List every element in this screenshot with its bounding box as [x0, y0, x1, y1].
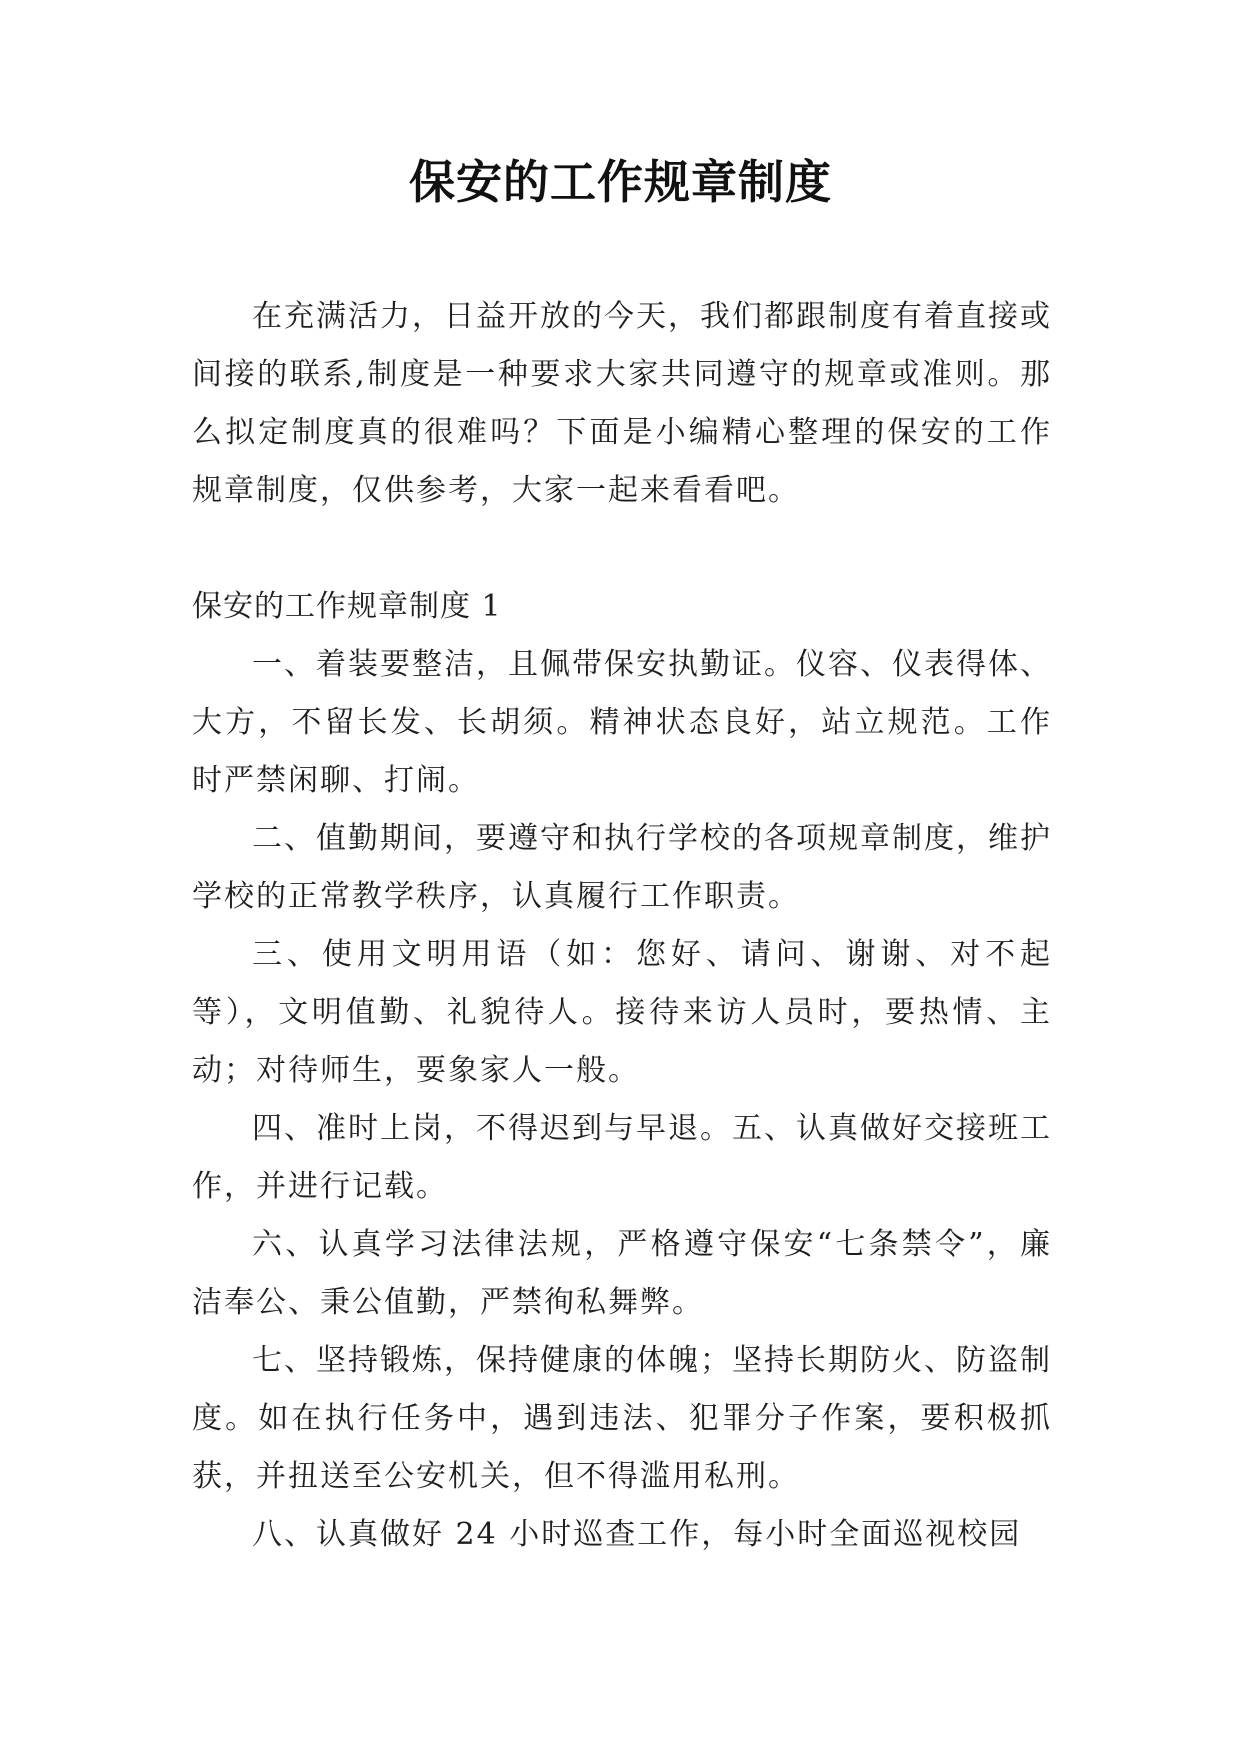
rules-list — [192, 636, 1052, 1564]
rule-paragraph-1: 一、着装要整洁，且佩带保安执勤证。仪容、仪表得体、大方，不留长发、长胡须。精神状态良好，站立规范。工作时严禁闲聊、打闹。 — [192, 647, 1052, 798]
rule-paragraph-2: 二、值勤期间，要遵守和执行学校的各项规章制度，维护学校的正常教学秩序，认真履行工作职责。 — [192, 821, 1052, 914]
rule-paragraph-3: 三、使用文明用语（如：您好、请问、谢谢、对不起等），文明值勤、礼貌待人。接待来访人员时，要热情、主动；对待师生，要象家人一般。 — [192, 937, 1052, 1088]
rule-paragraph-6: 七、坚持锻炼，保持健康的体魄；坚持长期防火、防盗制度。如在执行任务中，遇到违法、犯罪分子作案，要积极抓获，并扭送至公安机关，但不得滥用私刑。 — [192, 1343, 1052, 1494]
document-title: 保安的工作规章制度 — [409, 155, 832, 209]
intro-paragraph-block — [192, 288, 1052, 520]
section-heading: 保安的工作规章制度 1 — [192, 589, 502, 624]
rule-paragraph-7: 八、认真做好 24 小时巡查工作，每小时全面巡视校园 — [252, 1517, 1022, 1552]
rule-paragraph-5: 六、认真学习法律法规，严格遵守保安“七条禁令”，廉洁奉公、秉公值勤，严禁徇私舞弊。 — [192, 1227, 1052, 1320]
rule-paragraph-4: 四、准时上岗，不得迟到与早退。五、认真做好交接班工作，并进行记载。 — [192, 1111, 1052, 1204]
intro-paragraph: 在充满活力，日益开放的今天，我们都跟制度有着直接或间接的联系,制度是一种要求大家共同遵守的规章或准则。那么拟定制度真的很难吗？下面是小编精心整理的保安的工作规章制度，仅供参考，大家一起来看看吧。 — [192, 299, 1052, 508]
